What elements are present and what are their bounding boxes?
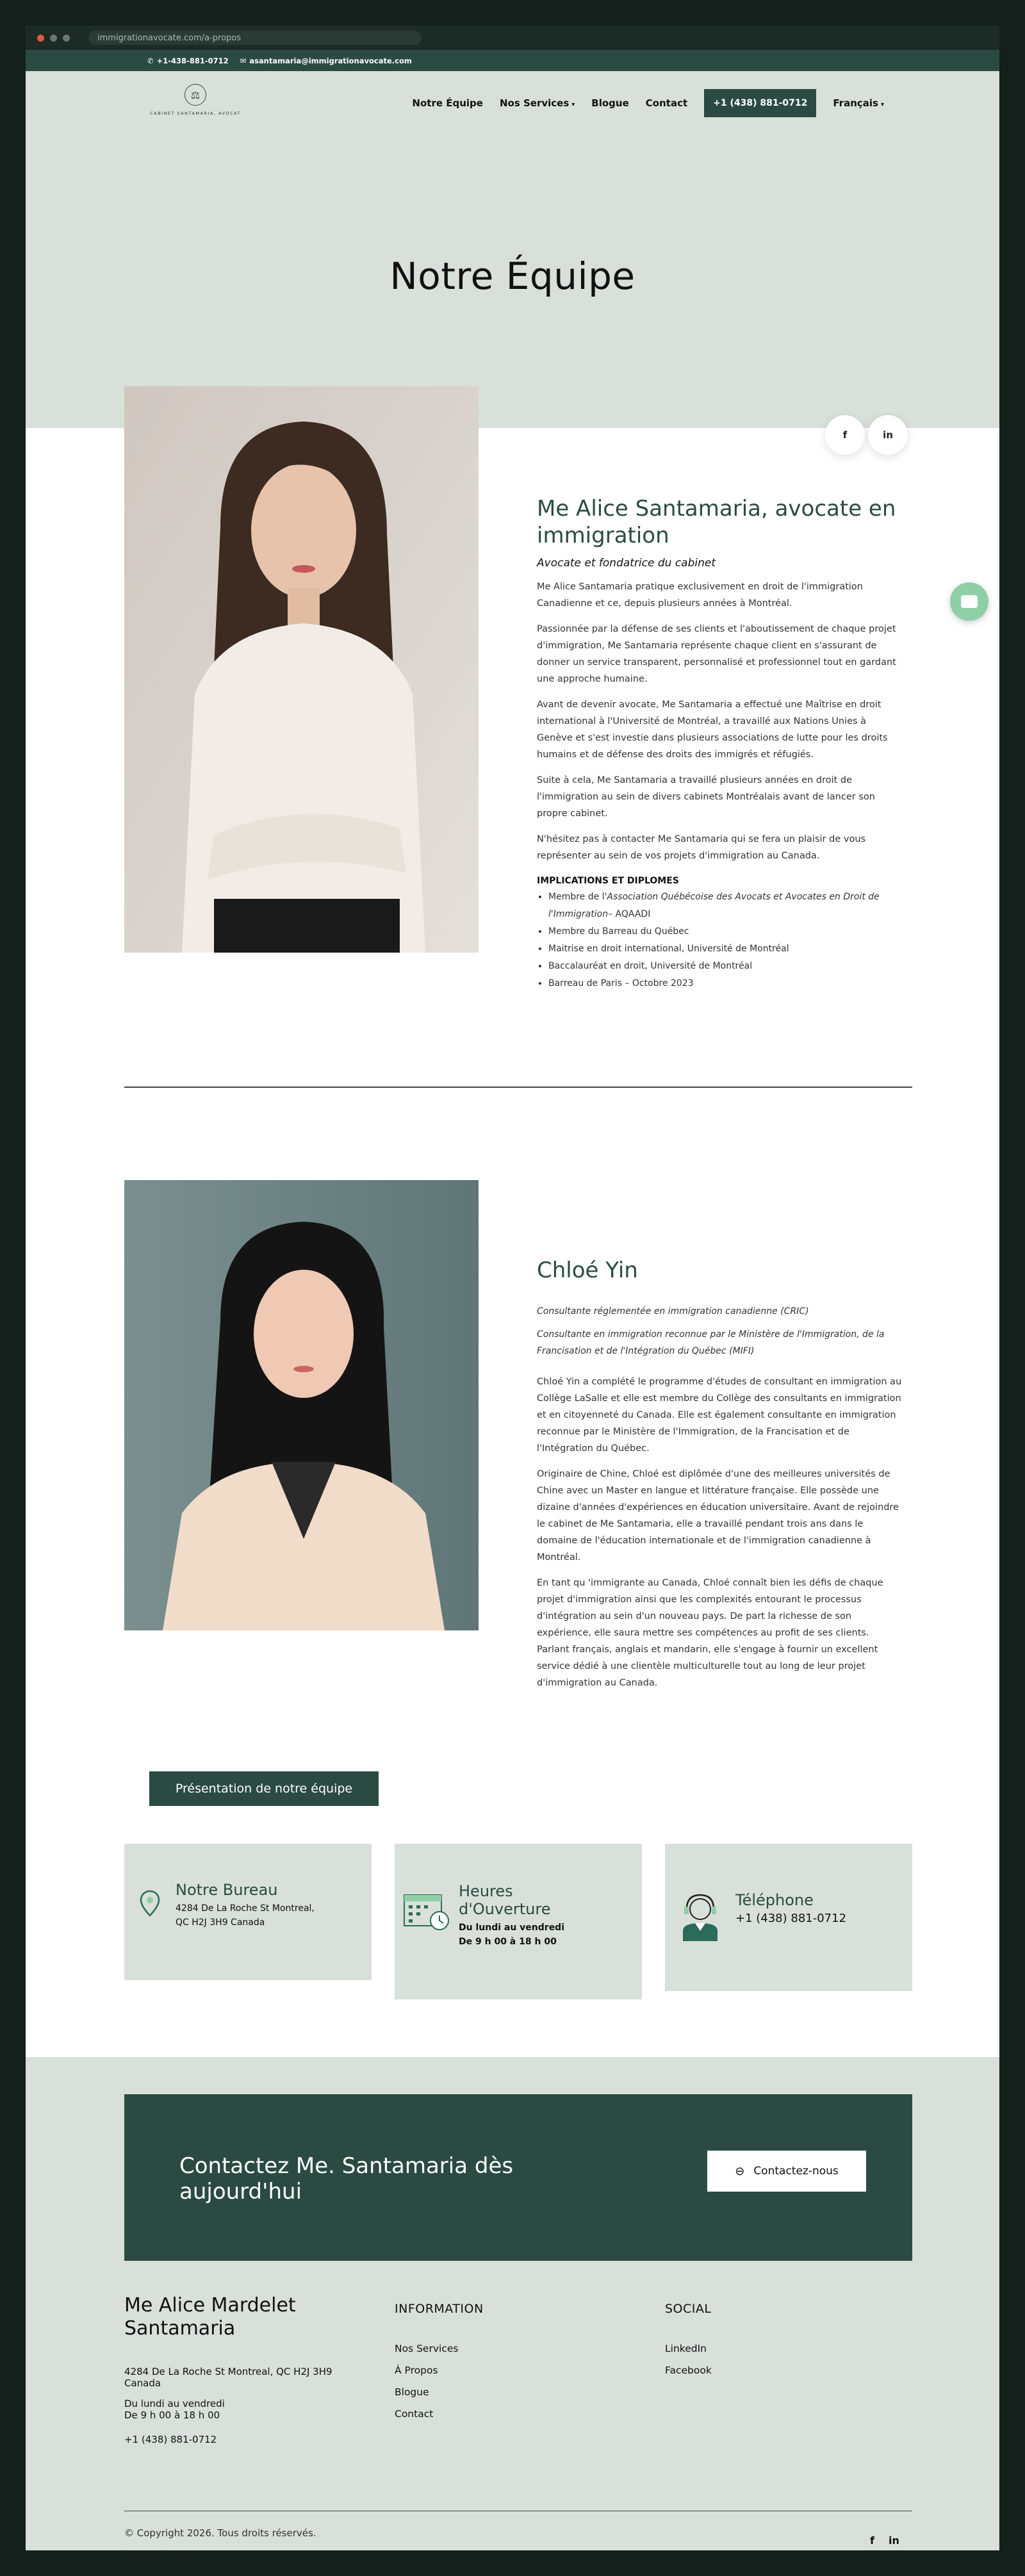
chat-widget-button[interactable] xyxy=(950,582,988,621)
footer-firm-name: Me Alice Mardelet Santamaria xyxy=(124,2294,296,2340)
address-bar[interactable]: immigrationavocate.com/a-propos xyxy=(88,31,422,45)
site-logo[interactable] xyxy=(147,84,243,122)
nav-item-services-label: Nos Services xyxy=(499,97,570,109)
hours-line2: De 9 h 00 à 18 h 00 xyxy=(459,1937,557,1947)
chloe-role-cric: Consultante réglementée en immigration canadienne (CRIC) xyxy=(537,1306,809,1317)
chloe-role-mifi: Consultante en immigration reconnue par le Ministère de l'Immigration, de la Francisation et de l'Intégration du Québec (MIFI) xyxy=(537,1329,885,1356)
phone-card xyxy=(665,1844,912,1991)
office-card-title: Notre Bureau xyxy=(176,1881,278,1899)
nav-item-blogue[interactable]: Blogue xyxy=(591,97,629,109)
footer-hours-line2: De 9 h 00 à 18 h 00 xyxy=(124,2409,220,2421)
nav-phone-button[interactable]: +1 (438) 881-0712 xyxy=(704,89,816,117)
contact-topbar xyxy=(26,50,999,71)
alice-paragraph: Passionnée par la défense de ses clients et l'aboutissement de chaque projet d'immigration, Me Santamaria représente chaque client en s'assurant de donner un service transparent, personnalisé et professionnel tout en gardant une approche humaine. xyxy=(537,624,896,684)
office-address-line1: 4284 De La Roche St Montreal, xyxy=(176,1903,315,1914)
list-item: • Maitrise en droit international, Université de Montréal xyxy=(548,940,902,958)
copyright: © Copyright 2026. Tous droits réservés. xyxy=(124,2527,316,2539)
hours-card-body xyxy=(459,1882,564,1949)
linkedin-icon[interactable]: in xyxy=(888,2534,899,2547)
footer-link-blogue[interactable]: Blogue xyxy=(395,2386,429,2398)
chloe-photo xyxy=(124,1180,479,1630)
list-item-emphasis: Association Québécoise des Avocats et Avocates en Droit de l'Immigration xyxy=(548,892,880,919)
footer-address: 4284 De La Roche St Montreal, QC H2J 3H9 Canada xyxy=(124,2366,332,2389)
office-card-body xyxy=(176,1881,315,1930)
footer-link-facebook[interactable]: Facebook xyxy=(665,2365,712,2376)
alice-portrait-image xyxy=(124,386,479,953)
alice-paragraph: Suite à cela, Me Santamaria a travaillé plusieurs années en droit de l'immigration au sein de divers cabinets Montréalais avant de lancer son propre cabinet. xyxy=(537,775,875,819)
footer-social-icons xyxy=(870,2534,899,2547)
footer-link-apropos[interactable]: À Propos xyxy=(395,2365,438,2376)
chevron-down-icon: ▾ xyxy=(571,101,575,108)
hours-card xyxy=(395,1844,642,1999)
phone-icon: ✆ xyxy=(147,56,154,65)
nav-menu xyxy=(412,88,884,119)
main-navigation xyxy=(26,71,999,135)
alice-paragraph: N'hésitez pas à contacter Me Santamaria qui se fera un plaisir de vous représenter au sein de vos projets d'immigration au Canada. xyxy=(537,834,866,861)
footer-information xyxy=(395,2294,484,2420)
arrow-circle-icon: ⊖ xyxy=(735,2164,745,2178)
facebook-icon[interactable]: f xyxy=(870,2534,874,2547)
implications-list xyxy=(537,889,902,992)
chevron-down-icon: ▾ xyxy=(880,101,884,108)
browser-chrome xyxy=(26,26,999,50)
icon-licences-link[interactable]: Licences for icons xyxy=(124,2550,199,2560)
hours-line1: Du lundi au vendredi xyxy=(459,1923,565,1933)
footer-link-linkedin[interactable]: LinkedIn xyxy=(665,2343,707,2354)
nav-item-services[interactable] xyxy=(500,97,575,109)
contact-us-button[interactable] xyxy=(707,2151,866,2192)
office-address-line2: QC H2J 3H9 Canada xyxy=(176,1917,265,1928)
mail-icon: ✉ xyxy=(240,56,247,65)
language-switcher[interactable] xyxy=(833,97,884,109)
nav-item-contact[interactable]: Contact xyxy=(645,97,688,109)
footer-hours-line1: Du lundi au vendredi xyxy=(124,2398,225,2409)
phone-card-body xyxy=(735,1882,846,1926)
logo-text: CABINET SANTAMARIA, AVOCAT xyxy=(150,111,241,116)
contact-cta-band xyxy=(124,2094,912,2261)
linkedin-icon[interactable]: in xyxy=(868,415,908,455)
footer-phone[interactable]: +1 (438) 881-0712 xyxy=(124,2434,217,2445)
implications-title: IMPLICATIONS ET DIPLOMES xyxy=(537,876,679,886)
list-item xyxy=(548,889,902,923)
chloe-portrait-image xyxy=(124,1180,479,1630)
nav-item-equipe[interactable]: Notre Équipe xyxy=(412,97,483,109)
footer-social-title: SOCIAL xyxy=(665,2302,712,2316)
topbar-phone-text: +1-438-881-0712 xyxy=(156,56,229,65)
footer-link-contact[interactable]: Contact xyxy=(395,2408,434,2420)
cta-title: Contactez Me. Santamaria dès aujourd'hui xyxy=(179,2153,514,2204)
list-item-text: Membre de l' xyxy=(548,892,607,902)
logo-mark-icon: ⚖ xyxy=(184,84,206,106)
calendar-clock-icon xyxy=(395,1882,459,1932)
chat-icon xyxy=(961,595,978,608)
phone-card-title: Téléphone xyxy=(735,1891,814,1909)
chloe-name: Chloé Yin xyxy=(537,1258,638,1283)
team-presentation-button[interactable]: Présentation de notre équipe xyxy=(149,1771,379,1806)
hours-card-title: Heures d'Ouverture xyxy=(459,1882,551,1918)
site-footer xyxy=(26,2057,999,2560)
footer-social xyxy=(665,2294,712,2376)
list-item: • Baccalauréat en droit, Université de Montréal xyxy=(548,958,902,975)
footer-info-title: INFORMATION xyxy=(395,2302,484,2316)
alice-role: Avocate et fondatrice du cabinet xyxy=(537,557,716,570)
alice-paragraph: Me Alice Santamaria pratique exclusivement en droit de l'immigration Canadienne et ce, depuis plusieurs années à Montréal. xyxy=(537,582,863,609)
topbar-email[interactable] xyxy=(240,56,412,65)
language-label: Français xyxy=(833,97,878,109)
chloe-paragraph: Chloé Yin a complété le programme d'études de consultant en immigration au Collège LaSalle et elle est membre du Collège des consultants en immigration et en citoyenneté du Canada. Elle est également consultante en immigration reconnue par le Ministère de l'Immigration, de la Francisation et de l'Intégration du Québec. xyxy=(537,1377,902,1454)
phone-card-number[interactable]: +1 (438) 881-0712 xyxy=(735,1912,847,1925)
maximize-window-icon[interactable] xyxy=(63,35,70,42)
footer-link-services[interactable]: Nos Services xyxy=(395,2343,459,2354)
footer-about xyxy=(124,2294,368,2445)
alice-name: Me Alice Santamaria, avocate en immigration xyxy=(537,496,896,548)
contact-us-label: Contactez-nous xyxy=(753,2165,839,2178)
close-window-icon[interactable] xyxy=(37,35,44,42)
alice-paragraph: Avant de devenir avocate, Me Santamaria a effectué une Maîtrise en droit international à l'Université de Montréal, a travaillé aux Nations Unies à Genève et s'est investie dans plusieurs associations de lutte pour les droits humains et de défense des droits des immigrés et réfugiés. xyxy=(537,700,888,760)
topbar-phone[interactable] xyxy=(147,56,229,65)
minimize-window-icon[interactable] xyxy=(50,35,57,42)
alice-profile xyxy=(537,495,902,992)
alice-photo xyxy=(124,386,479,953)
location-pin-icon xyxy=(124,1881,176,1918)
list-item: • Barreau de Paris – Octobre 2023 xyxy=(548,975,902,992)
chloe-paragraph: En tant qu 'immigrante au Canada, Chloé connaît bien les défis de chaque projet d'immigration ainsi que les complexités entourant le processus d'intégration au sein d'un nouveau pays. De part la richesse de son expérience, elle saura mettre ses compétences au profit de ses clients. Parlant français, anglais et mandarin, elle s'engage à fournir un excellent service dédié à une clientèle multiculturelle tout au long de leur projet d'immigration au Canada. xyxy=(537,1578,883,1688)
office-card xyxy=(124,1844,372,1980)
chloe-paragraph: Originaire de Chine, Chloé est diplômée d'une des meilleures universités de Chine avec un Master en langue et littérature française. Elle possède une dizaine d'années d'expériences en éducation universitaire. Avant de rejoindre le cabinet de Me Santamaria, elle a travaillé pendant trois ans dans le domaine de l'éducation internationale et de l'immigration canadienne à Montréal. xyxy=(537,1469,899,1563)
alice-social-links xyxy=(825,415,908,455)
list-item-suffix: – AQAADI xyxy=(608,909,651,919)
browser-window xyxy=(26,26,999,2560)
section-divider xyxy=(124,1087,912,1088)
facebook-icon[interactable]: f xyxy=(825,415,865,455)
topbar-email-text: asantamaria@immigrationavocate.com xyxy=(249,56,412,65)
list-item: • Membre du Barreau du Québec xyxy=(548,923,902,940)
page-title: Notre Équipe xyxy=(390,254,636,298)
headset-agent-icon xyxy=(665,1882,735,1942)
chloe-profile xyxy=(537,1257,902,1691)
